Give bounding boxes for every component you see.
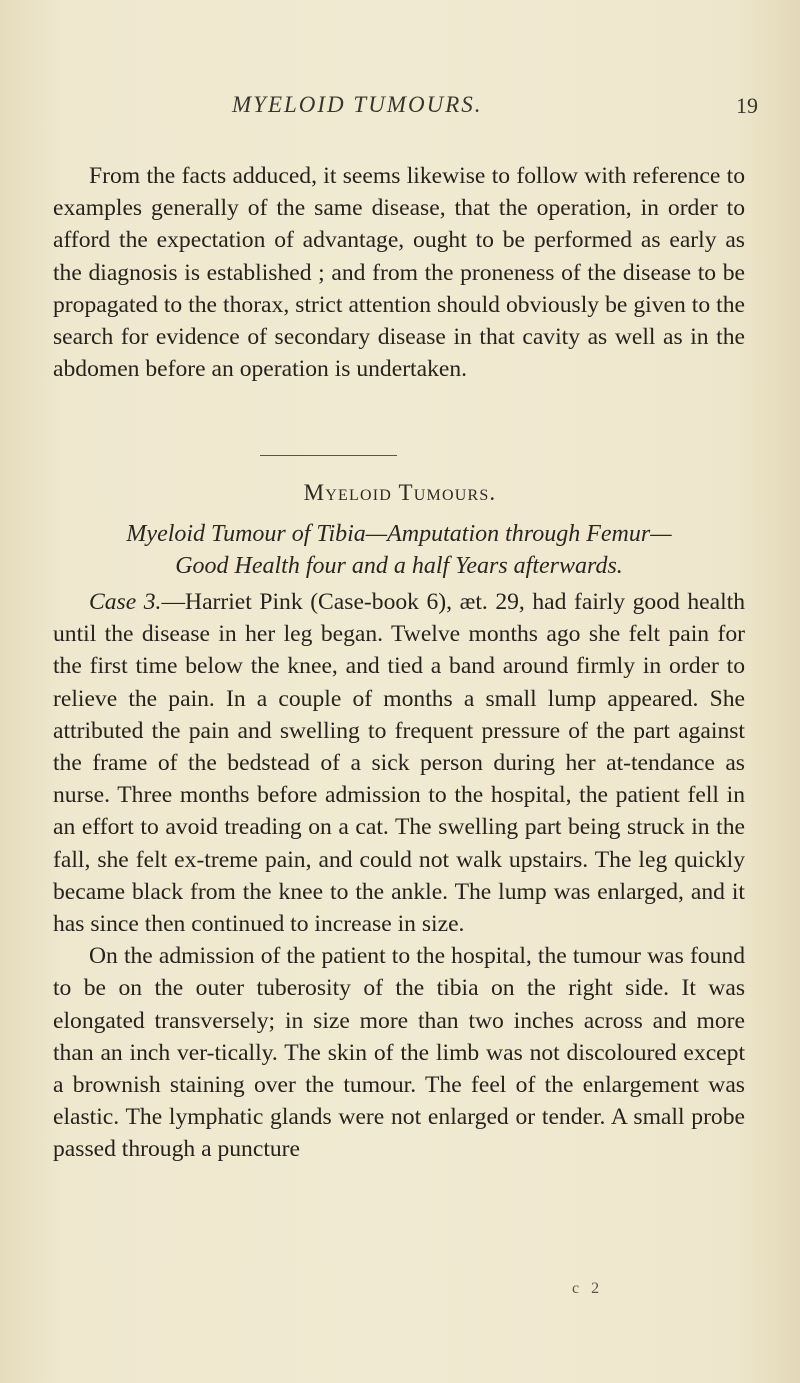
case-title-line-2: Good Health four and a half Years afterwards. [175,553,623,579]
paragraph-1-text: From the facts adduced, it seems likewise to follow with reference to examples generally of the same disease, that the operation, in order to afford the expectation of advantage, ought to be performed as early as the diagnosis is established ; and from the proneness of the disease to be propagated to the thorax, strict attention should obviously be given to the search for evidence of secondary disease in that cavity as well as in the abdomen before an operation is undertaken. [53,163,745,383]
paragraph-1 [53,160,745,385]
signature-mark: c 2 [572,1280,604,1297]
running-title: MYELOID TUMOURS. [232,92,483,117]
case-label: Case 3. [89,589,162,615]
paragraph-4-text: On the admission of the patient to the hospital, the tumour was found to be on the outer tuberosity of the tibia on the right side. It was elongated transversely; in size more than two inches across and more than an inch ver-tically. The skin of the limb was not discoloured except a brownish staining over the tumour. The feel of the enlargement was elastic. The lymphatic glands were not enlarged or tender. A small probe passed through a puncture [53,943,745,1163]
section-divider [260,455,397,456]
case-body [53,586,745,1166]
case-paragraph [53,586,745,940]
case-paragraph-text: —Harriet Pink (Case-book 6), æt. 29, had fairly good health until the disease in her leg began. Twelve months ago she felt pain for the first time below the knee, and tied a band around firmly in order to relieve the pain. In a couple of months a small lump appeared. She attributed the pain and swelling to frequent pressure of the part against the frame of the bedstead of a sick person during her at-tendance as nurse. Three months before admission to the hospital, the patient fell in an effort to avoid treading on a cat. The swelling part being struck in the fall, she felt ex-treme pain, and could not walk upstairs. The leg quickly became black from the knee to the ankle. The lump was enlarged, and it has since then continued to increase in size. [53,589,746,938]
running-head [0,92,800,132]
case-title-line-1: Myeloid Tumour of Tibia—Amputation through Femur— [126,521,672,547]
section-heading: Myeloid Tumours. [303,480,497,505]
page-number: 19 [736,93,758,118]
case-title [53,518,745,582]
